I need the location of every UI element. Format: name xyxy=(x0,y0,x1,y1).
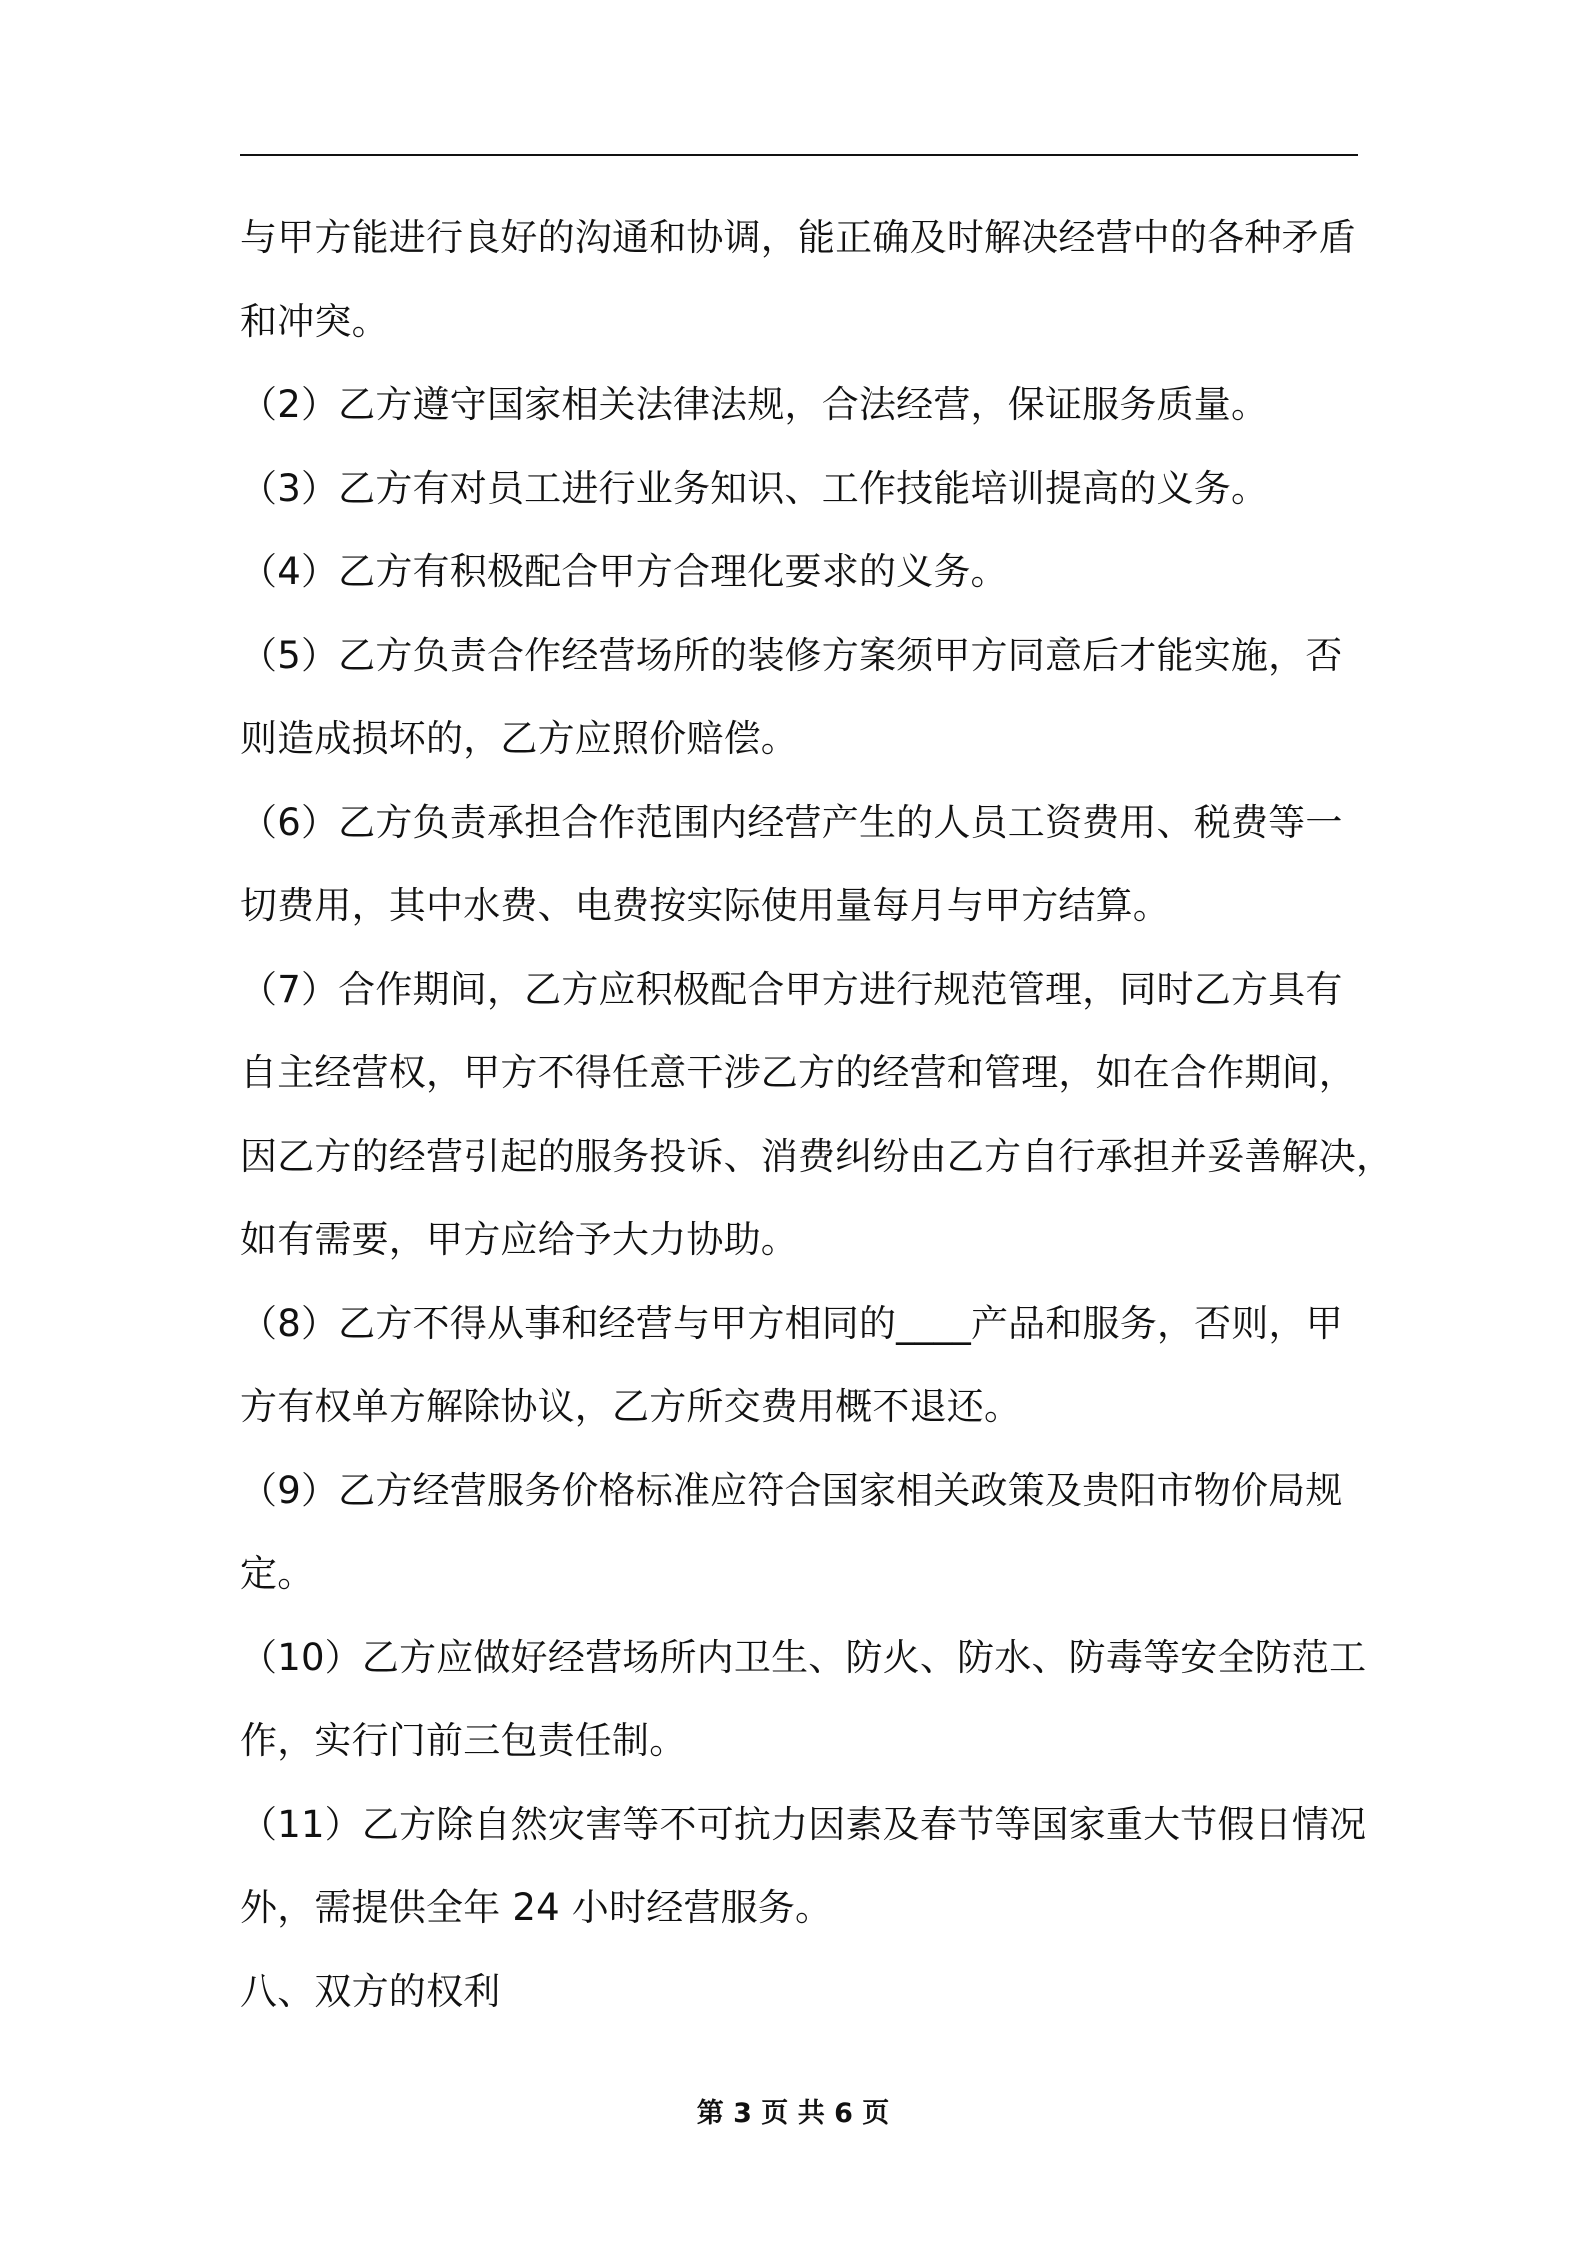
clause-10: （10）乙方应做好经营场所内卫生、防火、防水、防毒等安全防范工 xyxy=(240,1635,1367,1679)
text-line: 则造成损坏的，乙方应照价赔偿。 xyxy=(240,717,798,760)
clause-11: （11）乙方除自然灾害等不可抗力因素及春节等国家重大节假日情况 xyxy=(240,1802,1367,1846)
clause-6: （6）乙方负责承担合作范围内经营产生的人员工资费用、税费等一 xyxy=(240,800,1343,844)
clause-8: （8）乙方不得从事和经营与甲方相同的____产品和服务，否则，甲 xyxy=(240,1301,1343,1345)
clause-9: （9）乙方经营服务价格标准应符合国家相关政策及贵阳市物价局规 xyxy=(240,1468,1343,1512)
text-line: 如有需要，甲方应给予大力协助。 xyxy=(240,1218,798,1261)
text-line: 方有权单方解除协议，乙方所交费用概不退还。 xyxy=(240,1385,1022,1428)
text-line: 外，需提供全年 24 小时经营服务。 xyxy=(240,1886,833,1929)
text-line: 和冲突。 xyxy=(240,299,389,343)
clause-4: （4）乙方有积极配合甲方合理化要求的义务。 xyxy=(240,550,1008,593)
text-line: 因乙方的经营引起的服务投诉、消费纠纷由乙方自行承担并妥善解决， xyxy=(240,1134,1394,1178)
section-heading: 八、双方的权利 xyxy=(240,1969,501,2013)
clause-3: （3）乙方有对员工进行业务知识、工作技能培训提高的义务。 xyxy=(240,466,1269,510)
clause-2: （2）乙方遵守国家相关法律法规，合法经营，保证服务质量。 xyxy=(240,383,1269,426)
text-line: 切费用，其中水费、电费按实际使用量每月与甲方结算。 xyxy=(240,884,1170,927)
document-body xyxy=(240,196,1394,2033)
text-line: 定。 xyxy=(240,1552,315,1595)
text-line: 自主经营权，甲方不得任意干涉乙方的经营和管理，如在合作期间， xyxy=(240,1051,1356,1094)
page-number-footer: 第 3 页 共 6 页 xyxy=(696,2098,890,2129)
clause-5: （5）乙方负责合作经营场所的装修方案须甲方同意后才能实施，否 xyxy=(240,633,1343,677)
header-rule xyxy=(240,154,1358,156)
text-line: 作，实行门前三包责任制。 xyxy=(240,1719,687,1762)
clause-7: （7）合作期间，乙方应积极配合甲方进行规范管理，同时乙方具有 xyxy=(240,967,1343,1011)
text-line: 与甲方能进行良好的沟通和协调，能正确及时解决经营中的各种矛盾 xyxy=(240,216,1356,259)
